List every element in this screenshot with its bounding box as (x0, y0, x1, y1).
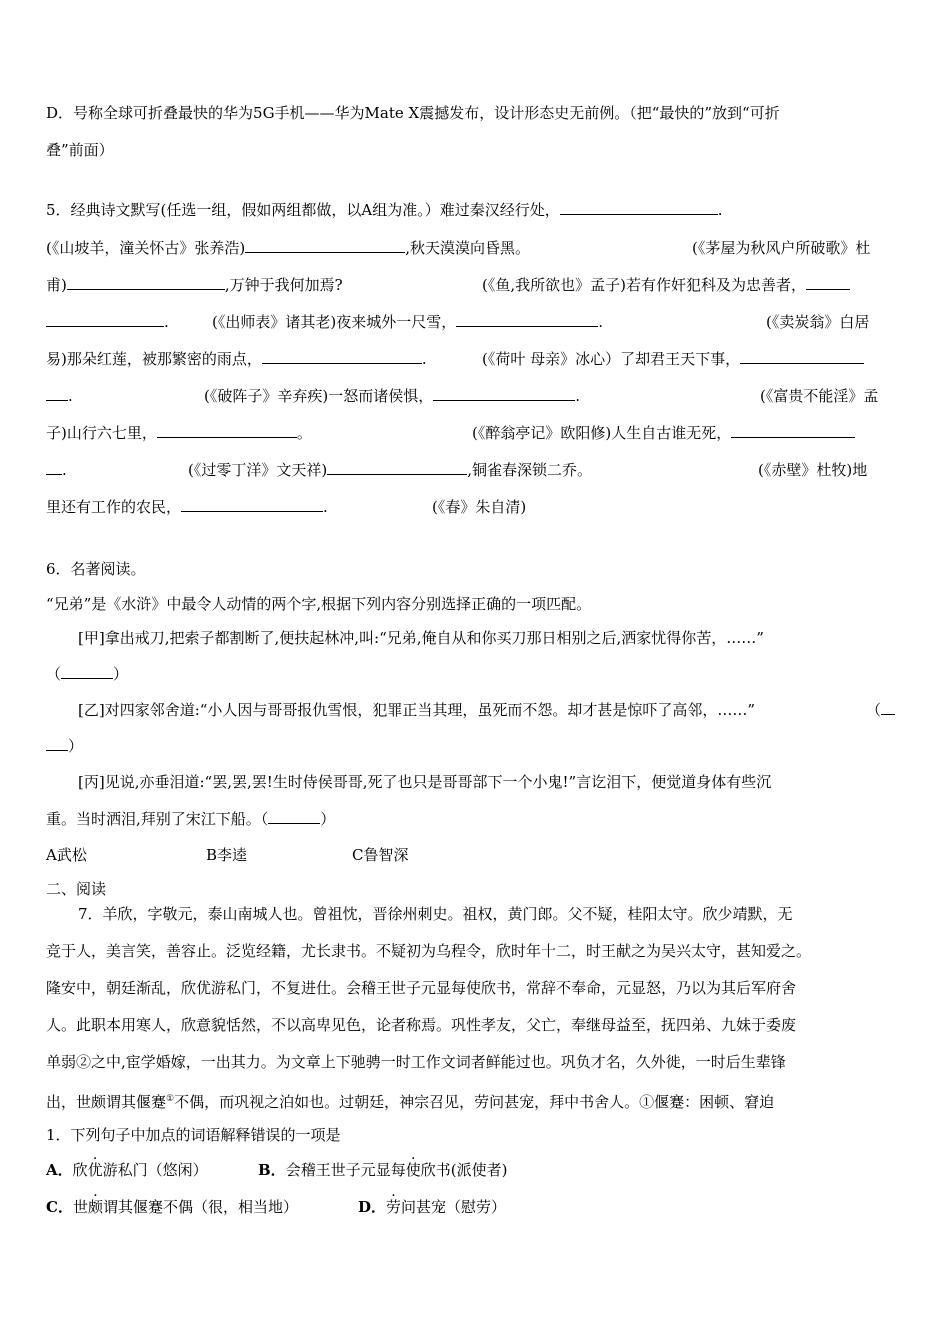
q5-line6-mid (204, 386, 580, 406)
q5-line2-right: (《茅屋为秋风户所破歌》杜 (692, 239, 871, 257)
blank[interactable] (67, 275, 225, 290)
q5-text: . (62, 461, 67, 479)
blank[interactable] (327, 460, 467, 475)
q7-passage-line5: 单弱②之中,宦学婚嫁，一出其力。为文章上下驰骋一时工作文词者鲜能过也。巩负才名，久外徙，一时后生辈锋 (46, 1053, 786, 1071)
q7-text: 不偶，而巩视之泊如也。过朝廷，神宗召见，劳问甚宠，拜中书舍人。①偃蹇：困顿、窘迫 (174, 1093, 775, 1111)
q4-option-d-line2: 叠”前面） (46, 141, 114, 159)
q6-yi-answer-close (46, 736, 83, 756)
q6-option-b: B李逵 (206, 846, 248, 864)
q6-yi-answer-open (866, 700, 895, 720)
option-label: D． (358, 1198, 387, 1216)
q7-1-option-c[interactable] (46, 1197, 298, 1217)
option-text: 游私门（悠闲） (102, 1161, 208, 1179)
option-text: 会稽王世子元显每 (285, 1161, 406, 1179)
paren: ） (320, 810, 336, 828)
q6-option-c: C鲁智深 (352, 846, 409, 864)
q5-text: (《出师表》诸其老)夜来城外一尺雪， (212, 313, 457, 331)
q5-text: . (68, 387, 73, 405)
q7-1-option-a[interactable] (46, 1160, 208, 1180)
q5-text: ,铜雀春深锁二乔。 (467, 461, 592, 479)
blank[interactable] (157, 423, 297, 438)
q5-text: ,秋天漠漠向昏黑。 (405, 239, 530, 257)
blank[interactable] (433, 386, 575, 401)
q5-line6-right: (《富贵不能淫》孟 (760, 387, 879, 405)
q5-line9 (46, 497, 328, 517)
option-label: C． (46, 1198, 73, 1216)
q5-line5-right (482, 349, 864, 369)
dotted-char: 劳 (386, 1198, 402, 1216)
q5-text: . (598, 313, 603, 331)
answer-blank[interactable] (46, 736, 68, 751)
q5-text: . (323, 498, 328, 516)
blank[interactable] (456, 312, 598, 327)
q5-line8 (46, 460, 67, 480)
q5-text: 。 (296, 424, 312, 442)
section-title: 二、阅读 (46, 880, 107, 898)
paren: ） (113, 665, 129, 683)
answer-blank[interactable] (881, 700, 895, 715)
q6-title: 6．名著阅读。 (46, 560, 146, 578)
footnote-mark: ① (166, 1094, 175, 1104)
option-label: A． (46, 1161, 73, 1179)
q7-passage-line1: 7．羊欣，字敬元，泰山南城人也。曾祖忱，晋徐州刺史。祖权，黄门郎。父不疑，桂阳太守。欣少靖默，无 (78, 905, 793, 923)
q5-line5 (46, 349, 427, 369)
q6-bing-line1: [丙]见说,亦垂泪道:“罢,罢,罢!生时侍侯哥哥,死了也只是哥哥部下一个小鬼!”言讫泪下，便觉道身体有些沉 (78, 773, 772, 791)
q5-text: 易)那朵红莲，被那繁密的雨点， (46, 350, 262, 368)
q5-line4-right: (《卖炭翁》白居 (766, 313, 870, 331)
option-text: 谓其偃蹇不偶（很，相当地） (102, 1198, 298, 1216)
answer-blank[interactable] (61, 664, 113, 679)
paren: ） (68, 737, 84, 755)
paren: （ (46, 665, 62, 683)
q6-bing-line2 (46, 809, 335, 829)
q7-passage-line2: 竞于人，美言笑，善容止。泛览经籍，尤长隶书。不疑初为乌程令，欣时年十二，时王献之为吴兴太守，甚知爱之。 (46, 942, 812, 960)
q7-1-stem (46, 1125, 341, 1145)
q5-line7 (46, 423, 312, 443)
q7-text: 出，世颇谓其偃蹇 (46, 1093, 167, 1111)
q6-text: 重。当时洒泪,拜别了宋江下船。（ (46, 810, 269, 828)
q7-1-option-d[interactable] (358, 1197, 506, 1217)
q7-1-stem-text: 1．下列句子中加点的词语解释错误的一项是 (46, 1126, 341, 1144)
q5-line8-mid (188, 460, 592, 480)
q4-option-d-line1: D．号称全球可折叠最快的华为5G手机——华为Mate X震撼发布，设计形态史无前例。（把“最快的”放到“可折 (46, 104, 780, 122)
q5-text: (《过零丁洋》文天祥) (188, 461, 328, 479)
q5-line1: 5．经典诗文默写(任选一组，假如两组都做，以A组为准。）难过秦汉经行处， . (46, 201, 723, 219)
q5-line7-right (472, 423, 855, 443)
q5-line3 (46, 275, 343, 295)
blank[interactable] (46, 386, 68, 401)
q7-passage-line4: 人。此职本用寒人，欣意貌恬然，不以高卑见色，论者称焉。巩性孝友，父亡，奉继母益至，抚四弟、九妹于委废 (46, 1016, 797, 1034)
q5-stem: 5．经典诗文默写(任选一组，假如两组都做，以A组为准。）难过秦汉经行处， (46, 201, 560, 219)
blank[interactable] (740, 349, 864, 364)
answer-blank[interactable] (268, 809, 320, 824)
q5-text: . (575, 387, 580, 405)
q5-text: . (164, 313, 169, 331)
blank[interactable] (560, 200, 718, 215)
option-text: 问甚宠（慰劳） (401, 1198, 507, 1216)
q5-line6 (46, 386, 73, 406)
q6-intro: “兄弟”是《水浒》中最令人动情的两个字,根据下列内容分别选择正确的一项匹配。 (46, 595, 592, 613)
blank[interactable] (262, 349, 422, 364)
q5-text: 甫) (46, 276, 67, 294)
q5-line8-right: (《赤壁》杜牧)地 (758, 461, 868, 479)
option-label: B． (258, 1161, 286, 1179)
dotted-char: 使 (405, 1161, 421, 1179)
q5-line4-mid (212, 312, 603, 332)
q5-line3-right (482, 275, 850, 295)
q5-text: (《醉翁亭记》欧阳修)人生自古谁无死， (472, 424, 732, 442)
q5-text: . (421, 350, 427, 368)
option-text: 欣 (72, 1161, 88, 1179)
dotted-char: 颇 (87, 1198, 103, 1216)
q7-passage-line3: 隆安中，朝廷渐乱，欣优游私门，不复进仕。会稽王世子元显每使欣书，常辞不奉命，元显怒，乃以为其后军府舍 (46, 979, 797, 997)
blank[interactable] (806, 275, 850, 290)
q5-text: (《破阵子》辛弃疾)一怒而诸侯惧， (204, 387, 434, 405)
q5-text: 子)山行六七里， (46, 424, 157, 442)
q7-1-option-b[interactable] (258, 1160, 507, 1180)
q6-yi: [乙]对四家邻舍道:“小人因与哥哥报仇雪恨，犯罪正当其理，虽死而不怨。却才甚是惊吓了高邻，……” (78, 701, 756, 719)
q5-text: (《鱼,我所欲也》孟子)若有作奸犯科及为忠善者， (482, 276, 806, 294)
q5-line4 (46, 312, 169, 332)
dotted-char: 优 (87, 1161, 103, 1179)
q5-source: (《山坡羊，潼关怀古》张养浩) (46, 239, 246, 257)
blank[interactable] (731, 423, 855, 438)
blank[interactable] (46, 460, 62, 475)
option-text: 欣书(派使者) (420, 1161, 508, 1179)
option-text: 世 (72, 1198, 88, 1216)
q7-passage-line6 (46, 1089, 774, 1112)
q5-line2 (46, 238, 530, 258)
q5-line9-right: (《春》朱自清) (432, 498, 527, 516)
blank[interactable] (245, 238, 405, 253)
q5-text: ,万钟于我何加焉? (224, 276, 343, 294)
q5-text: 里还有工作的农民， (46, 498, 182, 516)
q6-jia: [甲]拿出戒刀,把索子都割断了,便扶起林冲,叫:“兄弟,俺自从和你买刀那日相别之后,洒家忧得你苦，……” (78, 629, 764, 647)
blank[interactable] (46, 312, 164, 327)
blank[interactable] (181, 497, 323, 512)
q6-jia-answer (46, 664, 128, 684)
q5-text: (《荷叶 母亲》冰心）了却君王天下事， (482, 350, 741, 368)
paren: （ (866, 701, 882, 719)
q6-option-a: A武松 (46, 846, 87, 864)
